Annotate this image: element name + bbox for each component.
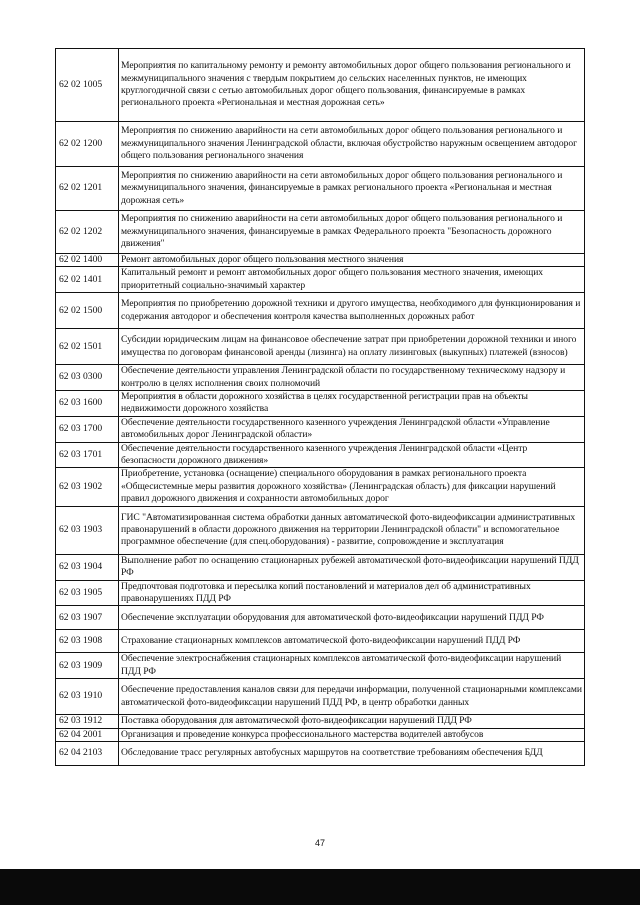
row-description: Обеспечение деятельности государственного казенного учреждения Ленинградской области «Управление автомобильных дорог Ленинградской области» (119, 416, 585, 442)
table-row (56, 679, 585, 715)
table-row (56, 468, 585, 506)
table-row (56, 167, 585, 211)
row-description: Субсидии юридическим лицам на финансовое обеспечение затрат при приобретении дорожной техники и иного имущества по договорам финансовой аренды (лизинга) на оплату лизинговых (выкупных) платежей (взносов) (119, 329, 585, 365)
row-code: 62 02 1202 (56, 211, 119, 254)
row-description: Обеспечение предоставления каналов связи для передачи информации, полученной стационарными комплексами автоматической фото-видеофиксации нарушений ПДД РФ, в центр обработки данных (119, 679, 585, 715)
table-row (56, 653, 585, 679)
table-row (56, 49, 585, 122)
table-row (56, 211, 585, 254)
row-description: Организация и проведение конкурса профессионального мастерства водителей автобусов (119, 728, 585, 741)
row-description: Мероприятия по снижению аварийности на сети автомобильных дорог общего пользования регионального и межмуниципального значения Ленинградской области, включая обустройство наружным освещением автодорог общего пользования регионального значения (119, 122, 585, 167)
row-code: 62 03 1600 (56, 391, 119, 417)
table-row (56, 715, 585, 728)
row-code: 62 02 1401 (56, 267, 119, 293)
row-description: Мероприятия по снижению аварийности на сети автомобильных дорог общего пользования регионального и межмуниципального значения, финансируемые в рамках Федерального проекта "Безопасность дорожного движения" (119, 211, 585, 254)
row-code: 62 03 1905 (56, 580, 119, 606)
row-code: 62 03 1912 (56, 715, 119, 728)
page-number: 47 (314, 838, 325, 848)
row-description: Обеспечение эксплуатации оборудования для автоматической фото-видеофиксации нарушений ПДД РФ (119, 606, 585, 630)
table-row (56, 416, 585, 442)
row-code: 62 04 2103 (56, 741, 119, 765)
row-code: 62 02 1005 (56, 49, 119, 122)
table-row (56, 728, 585, 741)
row-code: 62 03 1909 (56, 653, 119, 679)
table-row (56, 391, 585, 417)
table-row (56, 580, 585, 606)
row-code: 62 02 1201 (56, 167, 119, 211)
row-code: 62 03 1903 (56, 506, 119, 554)
row-description: Предпочтовая подготовка и пересылка копий постановлений и материалов дел об административных правонарушениях ПДД РФ (119, 580, 585, 606)
row-code: 62 03 1910 (56, 679, 119, 715)
table-row (56, 606, 585, 630)
row-code: 62 03 1902 (56, 468, 119, 506)
table-row (56, 554, 585, 580)
row-code: 62 02 1501 (56, 329, 119, 365)
row-code: 62 03 1701 (56, 442, 119, 468)
row-description: Обследование трасс регулярных автобусных маршрутов на соответствие требованиям обеспечения БДД (119, 741, 585, 765)
row-description: Мероприятия по приобретению дорожной техники и другого имущества, необходимого для функционирования и содержания автодорог и обеспечения контроля качества выполненных дорожных работ (119, 293, 585, 329)
row-description: Выполнение работ по оснащению стационарных рубежей автоматической фото-видеофиксации нарушений ПДД РФ (119, 554, 585, 580)
table-row (56, 329, 585, 365)
row-code: 62 02 1200 (56, 122, 119, 167)
row-description: Страхование стационарных комплексов автоматической фото-видеофиксации нарушений ПДД РФ (119, 630, 585, 653)
table-row (56, 254, 585, 267)
budget-code-table (55, 48, 585, 766)
row-code: 62 03 1908 (56, 630, 119, 653)
row-code: 62 02 1500 (56, 293, 119, 329)
table-row (56, 741, 585, 765)
row-code: 62 03 1700 (56, 416, 119, 442)
table-row (56, 506, 585, 554)
row-description: Обеспечение деятельности государственного казенного учреждения Ленинградской области «Центр безопасности дорожного движения» (119, 442, 585, 468)
row-code: 62 02 1400 (56, 254, 119, 267)
row-description: Мероприятия по снижению аварийности на сети автомобильных дорог общего пользования регионального и межмуниципального значения, финансируемые в рамках регионального проекта «Региональная и местная дорожная сеть» (119, 167, 585, 211)
table-row (56, 293, 585, 329)
table-row (56, 267, 585, 293)
scan-edge-bar (0, 869, 640, 905)
row-description: Обеспечение электроснабжения стационарных комплексов автоматической фото-видеофиксации нарушений ПДД РФ (119, 653, 585, 679)
row-code: 62 03 1907 (56, 606, 119, 630)
table-row (56, 122, 585, 167)
row-description: Обеспечение деятельности управления Ленинградской области по государственному техническому надзору и контролю в целях исполнения своих полномочий (119, 365, 585, 391)
table-row (56, 630, 585, 653)
row-description: Мероприятия в области дорожного хозяйства в целях государственной регистрации прав на объекты недвижимости дорожного хозяйства (119, 391, 585, 417)
table-row (56, 365, 585, 391)
row-description: Ремонт автомобильных дорог общего пользования местного значения (119, 254, 585, 267)
row-code: 62 03 1904 (56, 554, 119, 580)
row-description: Приобретение, установка (оснащение) специального оборудования в рамках регионального проекта «Общесистемные меры развития дорожного хозяйства» (Ленинградская область) для фиксации нарушений правил дорожного движения и сохранности автомобильных дорог (119, 468, 585, 506)
row-description: Капитальный ремонт и ремонт автомобильных дорог общего пользования местного значения, имеющих приоритетный социально-значимый характер (119, 267, 585, 293)
row-description: ГИС "Автоматизированная система обработки данных автоматической фото-видеофиксации административных правонарушений в области дорожного движения на территории Ленинградской области" и вспомогательное программное обеспечение (для спец.оборудования) - развитие, сопровождение и эксплуатация (119, 506, 585, 554)
table-body (56, 49, 585, 766)
table-row (56, 442, 585, 468)
row-description: Поставка оборудования для автоматической фото-видеофиксации нарушений ПДД РФ (119, 715, 585, 728)
row-code: 62 04 2001 (56, 728, 119, 741)
row-code: 62 03 0300 (56, 365, 119, 391)
row-description: Мероприятия по капитальному ремонту и ремонту автомобильных дорог общего пользования регионального и межмуниципального значения с твердым покрытием до сельских населенных пунктов, не имеющих круглогодичной связи с сетью автомобильных дорог общего пользования, финансируемые в рамках регионального проекта «Региональная и местная дорожная сеть» (119, 49, 585, 122)
